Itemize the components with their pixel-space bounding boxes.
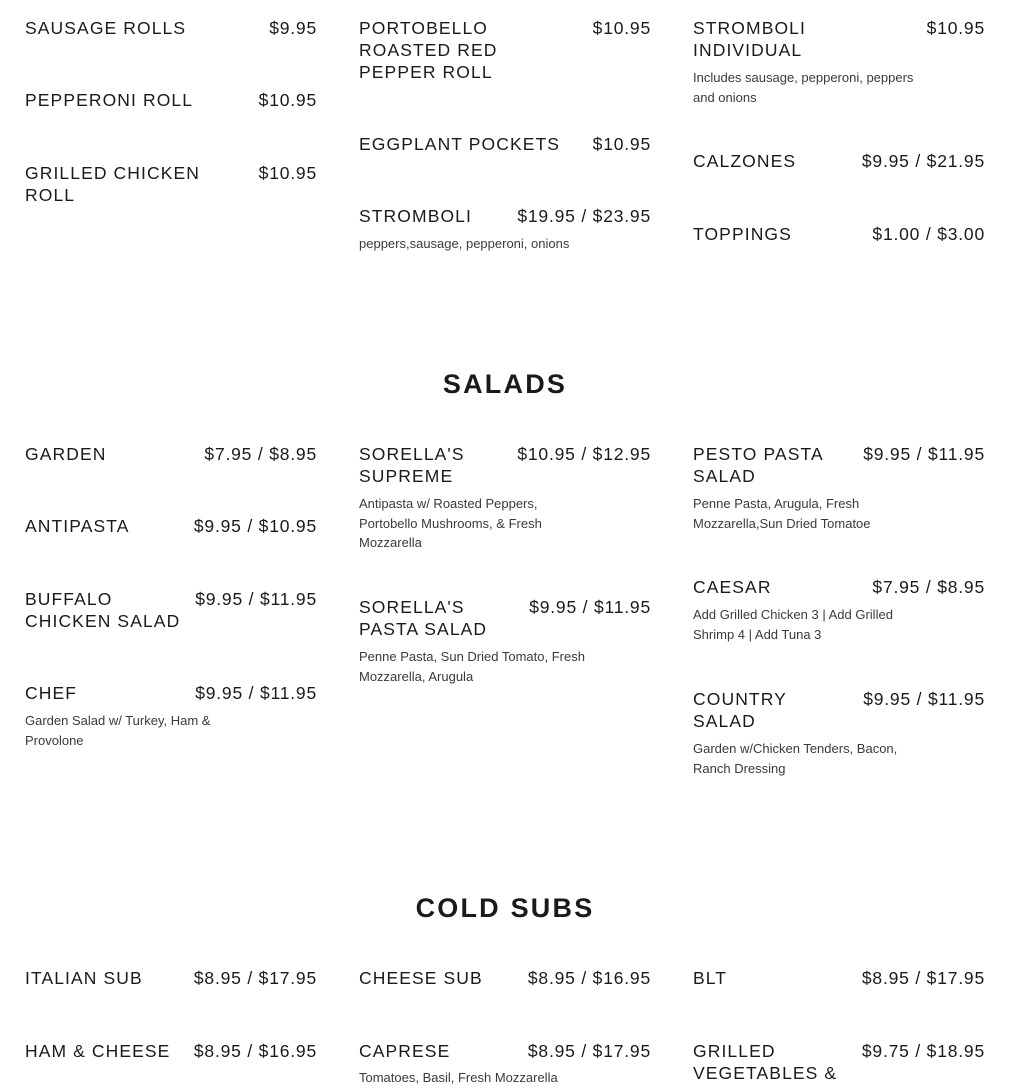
menu-item — [25, 89, 317, 111]
menu-item — [693, 576, 985, 644]
item-name: ITALIAN SUB — [25, 968, 143, 988]
item-price: $10.95 — [258, 163, 317, 183]
item-name: GRILLED CHICKEN ROLL — [25, 163, 201, 205]
menu-item — [359, 967, 651, 989]
item-description: Garden w/Chicken Tenders, Bacon, Ranch Dressing — [693, 741, 898, 776]
menu-item — [693, 150, 985, 172]
item-price: $10.95 — [592, 18, 651, 38]
item-price: $9.95 — [269, 18, 317, 38]
item-price: $9.95 / $10.95 — [193, 516, 317, 536]
item-description: Add Grilled Chicken 3 | Add Grilled Shrimp 4 | Add Tuna 3 — [693, 607, 893, 642]
item-description: Penne Pasta, Arugula, Fresh Mozzarella,Sun Dried Tomatoe — [693, 496, 871, 531]
item-name: CHEF — [25, 683, 78, 703]
item-price: $8.95 / $17.95 — [527, 1041, 651, 1061]
item-description: Antipasta w/ Roasted Peppers, Portobello Mushrooms, & Fresh Mozzarella — [359, 496, 542, 550]
item-price: $9.95 / $11.95 — [863, 689, 985, 709]
item-price: $9.95 / $11.95 — [529, 597, 651, 617]
item-price: $7.95 / $8.95 — [872, 577, 985, 597]
item-description: Penne Pasta, Sun Dried Tomato, Fresh Mozzarella, Arugula — [359, 649, 585, 684]
menu-item — [25, 1040, 317, 1062]
item-name: SORELLA'S PASTA SALAD — [359, 597, 488, 639]
item-price: $9.95 / $11.95 — [195, 683, 317, 703]
menu-item — [25, 443, 317, 465]
item-name: GRILLED VEGETABLES & — [693, 1041, 838, 1083]
menu-item — [25, 17, 317, 39]
item-name: PORTOBELLO ROASTED RED PEPPER ROLL — [359, 18, 498, 82]
menu-item — [693, 17, 985, 107]
menu-item — [359, 596, 651, 686]
item-name: CAESAR — [693, 577, 772, 597]
item-price: $10.95 / $12.95 — [517, 444, 651, 464]
menu-item — [359, 443, 651, 553]
item-price: $8.95 / $17.95 — [193, 968, 317, 988]
item-name: EGGPLANT POCKETS — [359, 134, 561, 154]
item-description: Tomatoes, Basil, Fresh Mozzarella — [359, 1070, 558, 1085]
item-name: BLT — [693, 968, 728, 988]
item-price: $8.95 / $16.95 — [527, 968, 651, 988]
item-name: COUNTRY SALAD — [693, 689, 787, 731]
item-price: $9.95 / $21.95 — [861, 151, 985, 171]
item-name: BUFFALO CHICKEN SALAD — [25, 589, 181, 631]
item-name: PESTO PASTA SALAD — [693, 444, 823, 486]
item-name: CALZONES — [693, 151, 797, 171]
item-price: $7.95 / $8.95 — [204, 444, 317, 464]
item-name: SORELLA'S SUPREME — [359, 444, 465, 486]
menu-item — [359, 133, 651, 155]
item-price: $10.95 — [926, 18, 985, 38]
item-price: $10.95 — [592, 134, 651, 154]
item-price: $9.95 / $11.95 — [195, 589, 317, 609]
item-name: CHEESE SUB — [359, 968, 483, 988]
item-description: Includes sausage, pepperoni, peppers and onions — [693, 70, 914, 105]
item-name: STROMBOLI INDIVIDUAL — [693, 18, 806, 60]
item-name: STROMBOLI — [359, 206, 472, 226]
menu-item — [25, 967, 317, 989]
menu-item — [693, 688, 985, 778]
menu-item — [359, 17, 651, 83]
menu-item — [359, 1040, 651, 1088]
section-title-cold-subs: COLD SUBS — [415, 893, 595, 923]
item-name: CAPRESE — [359, 1041, 451, 1061]
item-name: HAM & CHEESE — [25, 1041, 171, 1061]
item-price: $10.95 — [258, 90, 317, 110]
menu-item — [693, 1040, 985, 1084]
item-price: $1.00 / $3.00 — [872, 224, 985, 244]
item-price: $8.95 / $16.95 — [193, 1041, 317, 1061]
item-price: $19.95 / $23.95 — [517, 206, 651, 226]
item-description: Garden Salad w/ Turkey, Ham & Provolone — [25, 713, 211, 748]
item-price: $9.95 / $11.95 — [863, 444, 985, 464]
item-price: $9.75 / $18.95 — [861, 1041, 985, 1061]
item-name: SAUSAGE ROLLS — [25, 18, 187, 38]
menu-item — [693, 223, 985, 245]
menu-item — [25, 162, 317, 206]
menu-item — [693, 443, 985, 533]
item-name: TOPPINGS — [693, 224, 792, 244]
menu-item — [25, 515, 317, 537]
item-name: PEPPERONI ROLL — [25, 90, 194, 110]
item-price: $8.95 / $17.95 — [861, 968, 985, 988]
menu-item — [693, 967, 985, 989]
item-name: ANTIPASTA — [25, 516, 130, 536]
menu-item — [25, 588, 317, 632]
menu-item — [359, 205, 651, 254]
item-description: peppers,sausage, pepperoni, onions — [359, 236, 570, 251]
item-name: GARDEN — [25, 444, 107, 464]
section-title-salads: SALADS — [442, 369, 568, 399]
menu-item — [25, 682, 317, 750]
